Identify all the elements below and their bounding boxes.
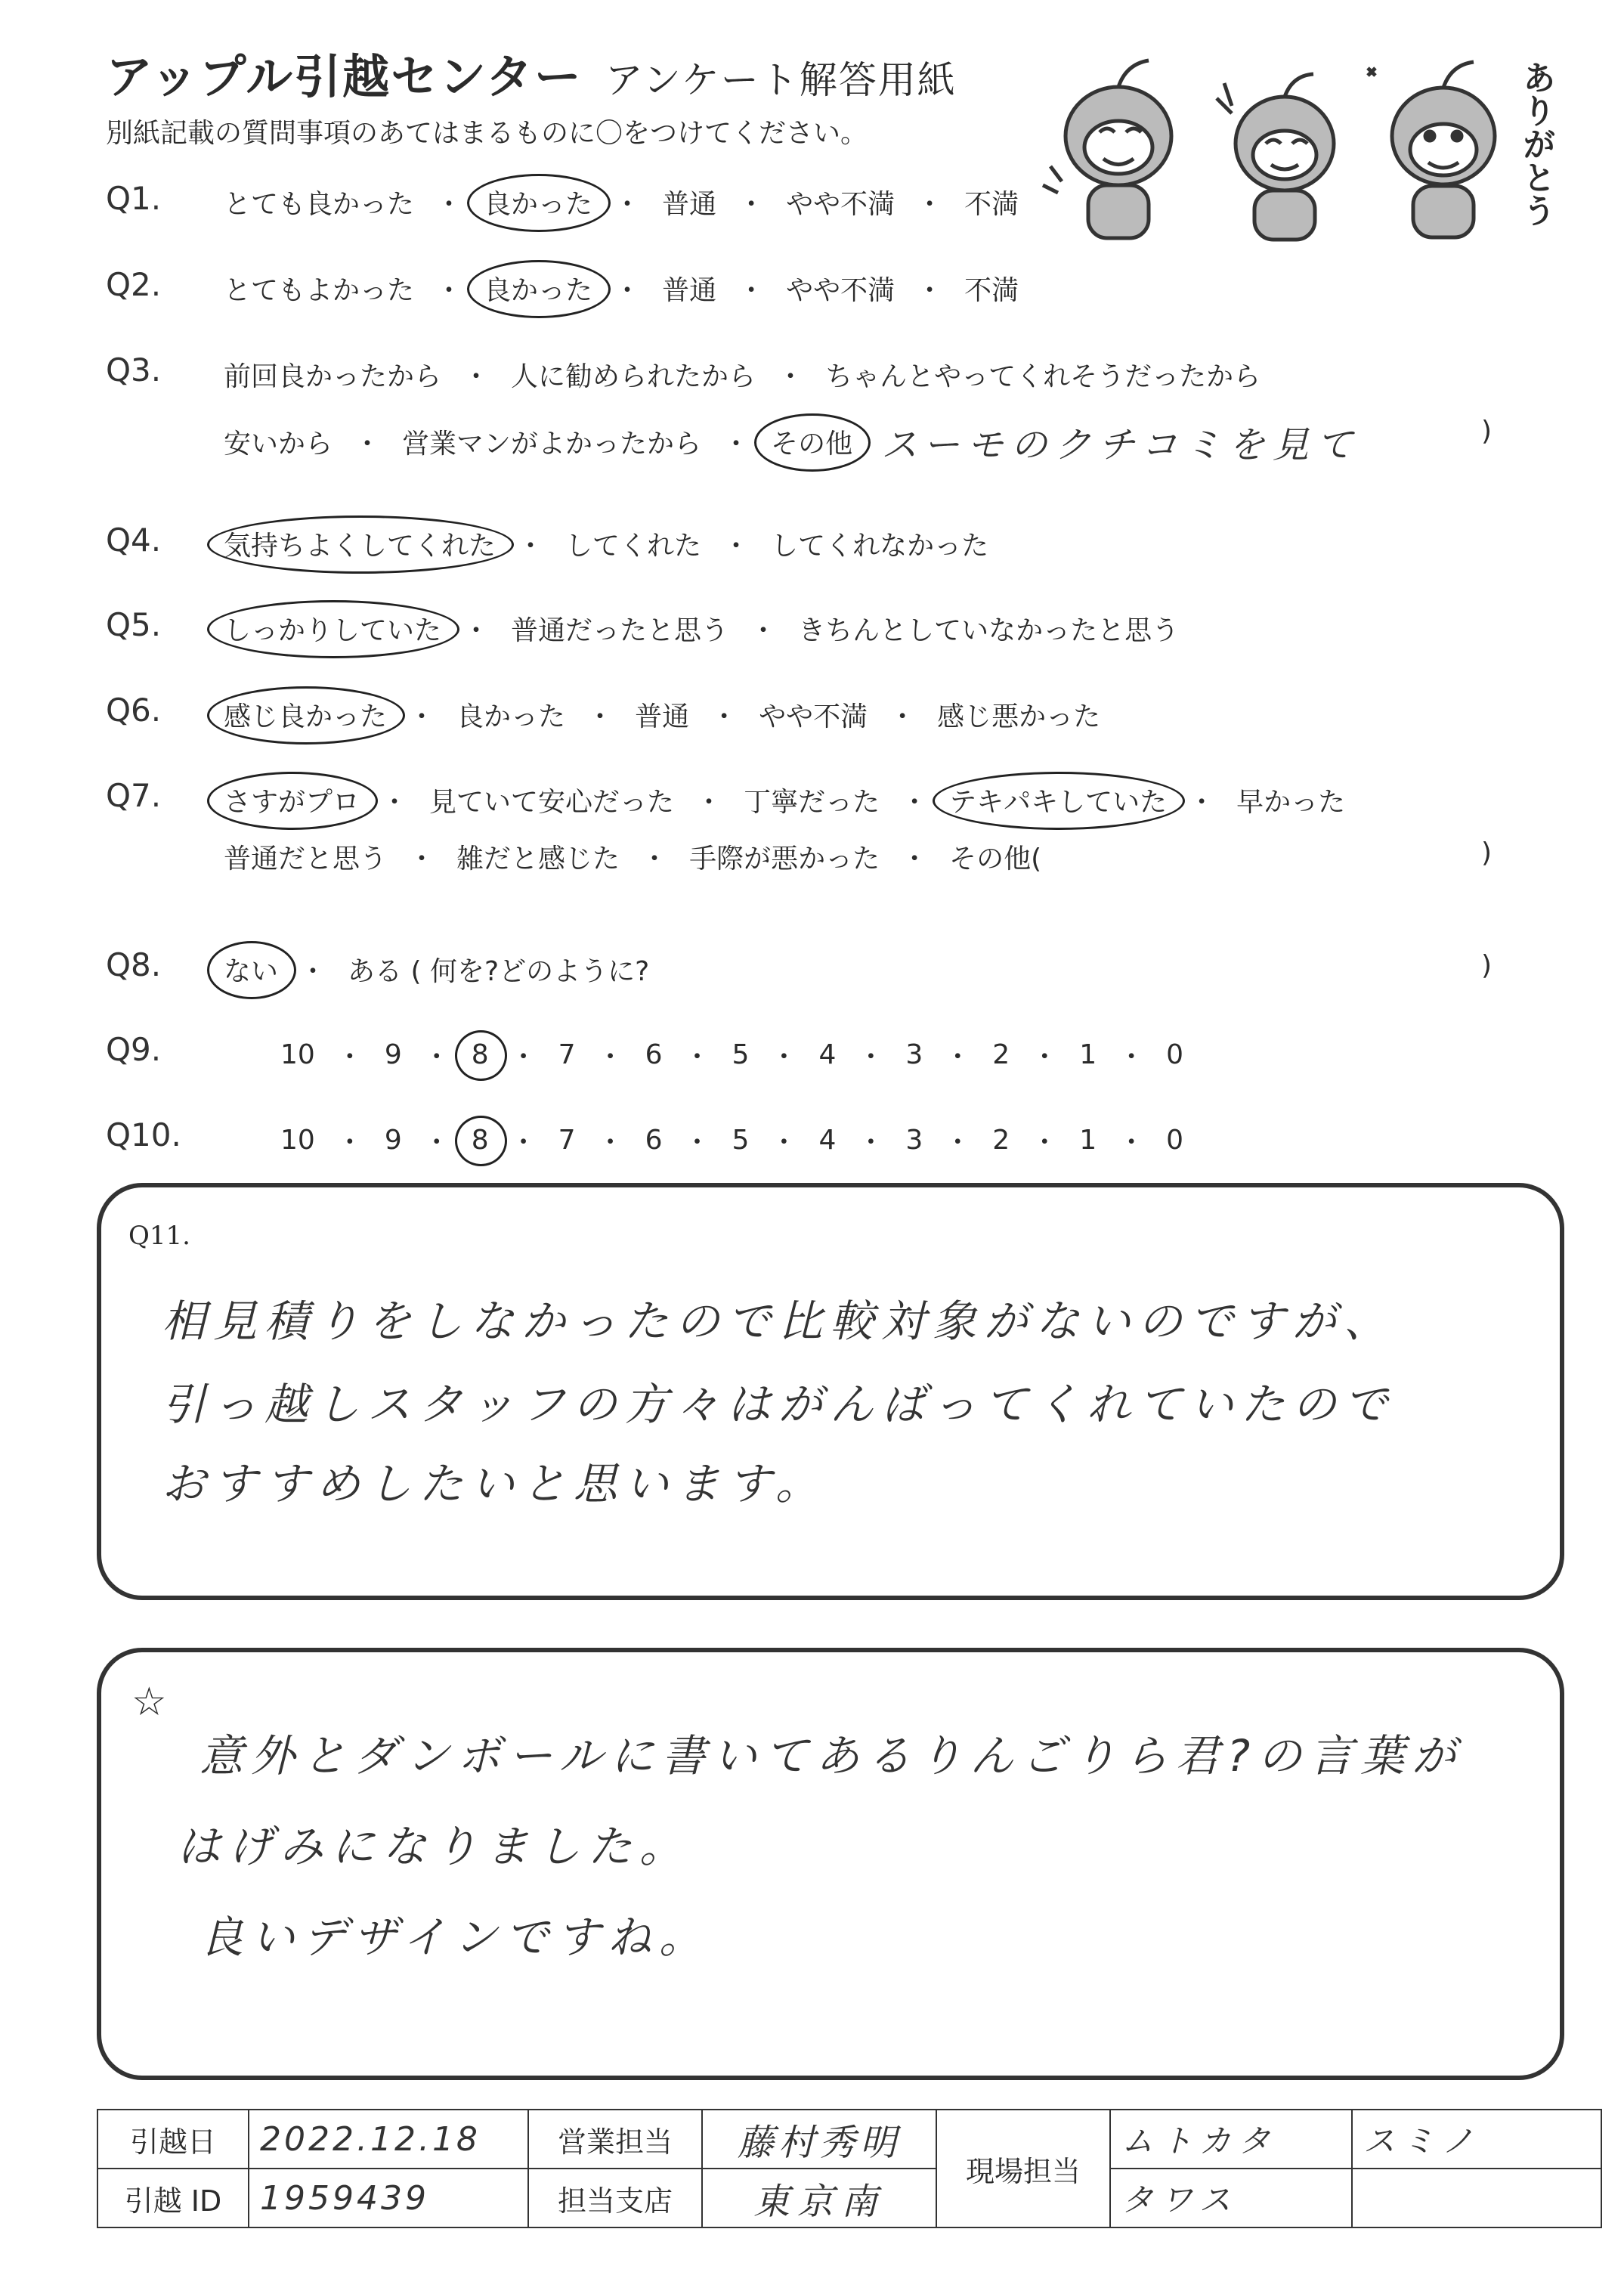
q11-line-1: 相見積りをしなかったので比較対象がないのですが、 (162, 1296, 1396, 1347)
site-label: 現場担当 (936, 2110, 1110, 2227)
q2-options: とてもよかった ・ 良かった ・ 普通 ・ やや不満 ・ 不満 (219, 269, 1023, 308)
q1-option-3[interactable]: 普通 (662, 189, 717, 220)
q1-option-1[interactable]: とても良かった (224, 189, 415, 220)
star-icon: ☆ (131, 1679, 167, 1725)
q10-scale: 10 ・ 9 ・ 8 ・ 7 ・ 6 ・ 5 ・ 4 ・ 3 ・ 2 ・ 1 ・ 0 (276, 1121, 1188, 1159)
q1-option-5[interactable]: 不満 (964, 189, 1019, 220)
extra-line-3: 良いデザインですね。 (200, 1912, 710, 1963)
q6-label: Q6. (106, 692, 162, 729)
q11-comment-box[interactable] (97, 1183, 1564, 1600)
staff-2[interactable]: スミノ (1352, 2110, 1601, 2169)
q8-options: ない ・ ある ( 何を?どのように? (219, 950, 654, 989)
q1-option-2-selected[interactable]: 良かった (479, 183, 597, 221)
q7-options-line2: 普通だと思う ・ 雑だと感じた ・ 手際が悪かった ・ その他( (219, 837, 1046, 876)
q5-label: Q5. (106, 606, 162, 643)
q7-option-other[interactable]: その他( (949, 844, 1042, 875)
q9-score-1[interactable]: 1 (1079, 1039, 1097, 1070)
q10-score-6[interactable]: 6 (645, 1125, 663, 1156)
q5-options: しっかりしていた ・ 普通だったと思う ・ きちんとしていなかったと思う (219, 609, 1183, 648)
q3-label: Q3. (106, 351, 162, 389)
q4-option-2[interactable]: してくれた (565, 531, 702, 562)
q2-option-4[interactable]: やや不満 (786, 275, 896, 306)
q1-label: Q1. (106, 180, 162, 217)
moving-date-label: 引越日 (97, 2110, 249, 2169)
moving-date-value[interactable]: 2022.12.18 (249, 2110, 528, 2169)
q7-options-line1: さすがプロ ・ 見ていて安心だった ・ 丁寧だった ・ テキパキしていた ・ 早かった (219, 781, 1350, 819)
q3-option-4[interactable]: 安いから (224, 429, 333, 460)
staff-3[interactable]: タワス (1110, 2169, 1352, 2227)
q6-option-4[interactable]: やや不満 (759, 701, 868, 732)
q2-option-2-selected[interactable]: 良かった (479, 269, 597, 308)
q5-option-1-selected[interactable]: しっかりしていた (219, 609, 446, 648)
q2-label: Q2. (106, 266, 162, 303)
q3-option-2[interactable]: 人に勧められたから (511, 361, 756, 392)
q5-option-2[interactable]: 普通だったと思う (511, 615, 729, 646)
q6-option-2[interactable]: 良かった (456, 701, 566, 732)
q7-option-6[interactable]: 普通だと思う (224, 844, 388, 875)
q8-label: Q8. (106, 946, 162, 983)
q3-other-text[interactable]: スーモのクチコミを見て (881, 424, 1360, 466)
monkey-mascots-icon (1035, 53, 1564, 249)
staff-4[interactable] (1352, 2169, 1601, 2227)
q2-option-1[interactable]: とてもよかった (224, 275, 415, 306)
q11-line-3: おすすめしたいと思います。 (162, 1458, 827, 1509)
company-name: アップル引越センター (106, 49, 583, 104)
extra-line-2: はげみになりました。 (177, 1821, 691, 1872)
q9-score-2[interactable]: 2 (992, 1039, 1010, 1070)
q9-score-3[interactable]: 3 (905, 1039, 923, 1070)
q4-options: 気持ちよくしてくれた ・ してくれた ・ してくれなかった (219, 525, 993, 563)
mascot-illustration (1035, 53, 1564, 249)
q3-option-1[interactable]: 前回良かったから (224, 361, 442, 392)
q9-score-6[interactable]: 6 (645, 1039, 663, 1070)
q9-score-10[interactable]: 10 (280, 1039, 315, 1070)
moving-id-value[interactable]: 1959439 (249, 2169, 528, 2227)
q8-close-paren: ) (1481, 950, 1493, 981)
q2-option-3[interactable]: 普通 (662, 275, 717, 306)
q10-score-5[interactable]: 5 (732, 1125, 750, 1156)
extra-line-1: 意外とダンボールに書いてあるりんごりら君?の言葉が (200, 1730, 1464, 1782)
instruction-text: 別紙記載の質問事項のあてはまるものに〇をつけてください。 (106, 118, 868, 149)
sales-label: 営業担当 (528, 2110, 702, 2169)
q9-score-8-selected[interactable]: 8 (467, 1039, 493, 1070)
q3-close-paren: ) (1481, 416, 1493, 447)
q3-option-5[interactable]: 営業マンがよかったから (402, 429, 702, 460)
form-title: アンケート解答用紙 (605, 58, 957, 102)
q6-option-1-selected[interactable]: 感じ良かった (219, 695, 391, 734)
q7-close-paren: ) (1481, 837, 1493, 868)
q9-scale: 10 ・ 9 ・ 8 ・ 7 ・ 6 ・ 5 ・ 4 ・ 3 ・ 2 ・ 1 ・ 0 (276, 1036, 1188, 1074)
q10-score-3[interactable]: 3 (905, 1125, 923, 1156)
extra-comment-box[interactable] (97, 1648, 1564, 2080)
q7-option-5[interactable]: 早かった (1236, 787, 1346, 818)
q8-option-none-selected[interactable]: ない (219, 950, 283, 989)
q7-option-2[interactable]: 見ていて安心だった (429, 787, 675, 818)
q7-option-7[interactable]: 雑だと感じた (456, 844, 620, 875)
q9-score-9[interactable]: 9 (384, 1039, 402, 1070)
thanks-text: ありがとう (1517, 60, 1555, 227)
q9-label: Q9. (106, 1031, 162, 1068)
q10-score-2[interactable]: 2 (992, 1125, 1010, 1156)
q8-option-yes[interactable]: ある ( 何を?どのように? (348, 956, 650, 987)
sales-name[interactable]: 藤村秀明 (702, 2110, 936, 2169)
q3-options-line1: 前回良かったから ・ 人に勧められたから ・ ちゃんとやってくれそうだったから (219, 355, 1265, 394)
q7-option-8[interactable]: 手際が悪かった (689, 844, 880, 875)
q10-score-8-selected[interactable]: 8 (467, 1125, 493, 1156)
q10-score-9[interactable]: 9 (384, 1125, 402, 1156)
q10-score-7[interactable]: 7 (558, 1125, 576, 1156)
q11-label: Q11. (128, 1221, 190, 1251)
q7-option-1-selected[interactable]: さすがプロ (219, 781, 364, 819)
q10-label: Q10. (106, 1116, 181, 1153)
q3-option-other-selected[interactable]: その他 (766, 423, 857, 461)
company-title (106, 39, 957, 107)
q9-score-0[interactable]: 0 (1166, 1039, 1184, 1070)
q6-options: 感じ良かった ・ 良かった ・ 普通 ・ やや不満 ・ 感じ悪かった (219, 695, 1105, 734)
q1-options: とても良かった ・ 良かった ・ 普通 ・ やや不満 ・ 不満 (219, 183, 1023, 221)
branch-name[interactable]: 東京南 (702, 2169, 936, 2227)
q10-score-4[interactable]: 4 (818, 1125, 837, 1156)
q2-option-5[interactable]: 不満 (964, 275, 1019, 306)
q9-score-4[interactable]: 4 (818, 1039, 837, 1070)
q10-score-1[interactable]: 1 (1079, 1125, 1097, 1156)
q11-line-2: 引っ越しスタッフの方々はがんばってくれていたので (162, 1379, 1396, 1430)
q3-option-3[interactable]: ちゃんとやってくれそうだったから (825, 361, 1261, 392)
q9-score-7[interactable]: 7 (558, 1039, 576, 1070)
q4-option-3[interactable]: してくれなかった (771, 531, 989, 562)
q7-option-3[interactable]: 丁寧だった (744, 787, 880, 818)
q10-score-10[interactable]: 10 (280, 1125, 315, 1156)
q6-option-5[interactable]: 感じ悪かった (937, 701, 1101, 732)
q10-score-0[interactable]: 0 (1166, 1125, 1184, 1156)
q5-option-3[interactable]: きちんとしていなかったと思う (798, 615, 1180, 646)
q9-score-5[interactable]: 5 (732, 1039, 750, 1070)
q6-option-3[interactable]: 普通 (635, 701, 690, 732)
q7-option-4-selected[interactable]: テキパキしていた (945, 781, 1171, 819)
staff-1[interactable]: ムトカタ (1110, 2110, 1352, 2169)
q7-label: Q7. (106, 777, 162, 814)
info-table (97, 2109, 1602, 2228)
q4-option-1-selected[interactable]: 気持ちよくしてくれた (219, 525, 500, 563)
branch-label: 担当支店 (528, 2169, 702, 2227)
q4-label: Q4. (106, 522, 162, 559)
q1-option-4[interactable]: やや不満 (786, 189, 896, 220)
moving-id-label: 引越 ID (97, 2169, 249, 2227)
q3-options-line2: 安いから ・ 営業マンがよかったから ・ その他 スーモのクチコミを見て (219, 416, 1360, 468)
